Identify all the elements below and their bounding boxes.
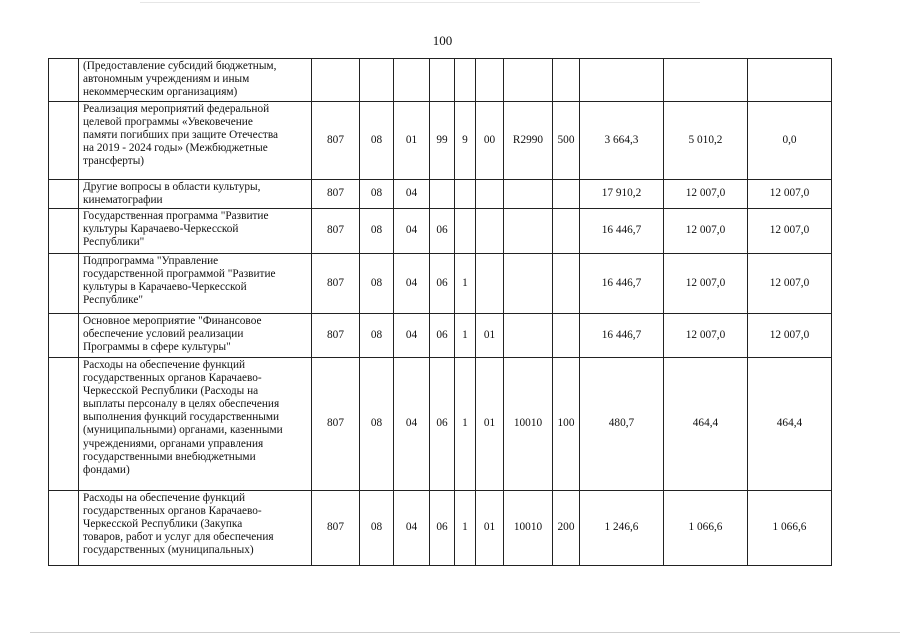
row-name-cell: Другие вопросы в области культуры, кинематографии: [79, 180, 312, 209]
table-row: [49, 102, 832, 180]
scan-artifact-bottom: [30, 632, 900, 633]
subprogram-code-cell: [455, 209, 476, 254]
row-blank-cell: [49, 209, 79, 254]
table-row: [49, 254, 832, 314]
subsection-code-cell: 04: [394, 209, 430, 254]
amount-year-1-cell: 3 664,3: [580, 102, 664, 180]
section-code-cell: 08: [360, 491, 394, 566]
subsection-code-cell: 04: [394, 254, 430, 314]
admin-code-cell: 807: [312, 314, 360, 358]
amount-year-2-cell: 464,4: [664, 358, 748, 491]
amount-year-1-cell: 16 446,7: [580, 254, 664, 314]
program-code-cell: 06: [430, 491, 455, 566]
amount-year-2-cell: 12 007,0: [664, 209, 748, 254]
amount-year-3-cell: 1 066,6: [748, 491, 832, 566]
amount-year-2-cell: 12 007,0: [664, 180, 748, 209]
table-row: [49, 314, 832, 358]
subprogram-code-cell: [455, 59, 476, 102]
direction-code-cell: [504, 180, 553, 209]
program-code-cell: [430, 59, 455, 102]
direction-code-cell: [504, 254, 553, 314]
amount-year-3-cell: 12 007,0: [748, 180, 832, 209]
admin-code-cell: 807: [312, 358, 360, 491]
row-blank-cell: [49, 102, 79, 180]
section-code-cell: 08: [360, 180, 394, 209]
amount-year-3-cell: 12 007,0: [748, 209, 832, 254]
subprogram-code-cell: 1: [455, 314, 476, 358]
admin-code-cell: 807: [312, 180, 360, 209]
amount-year-3-cell: 464,4: [748, 358, 832, 491]
amount-year-3-cell: 12 007,0: [748, 314, 832, 358]
table-row: [49, 358, 832, 491]
subsection-code-cell: [394, 59, 430, 102]
table-row: [49, 491, 832, 566]
expense-type-code-cell: 100: [553, 358, 580, 491]
event-code-cell: [476, 254, 504, 314]
admin-code-cell: 807: [312, 491, 360, 566]
row-blank-cell: [49, 358, 79, 491]
subprogram-code-cell: 1: [455, 358, 476, 491]
section-code-cell: 08: [360, 358, 394, 491]
row-blank-cell: [49, 314, 79, 358]
amount-year-1-cell: 480,7: [580, 358, 664, 491]
page-number: 100: [432, 33, 453, 48]
budget-table: [48, 58, 832, 566]
amount-year-2-cell: 12 007,0: [664, 314, 748, 358]
event-code-cell: 00: [476, 102, 504, 180]
expense-type-code-cell: [553, 59, 580, 102]
row-blank-cell: [49, 59, 79, 102]
program-code-cell: 06: [430, 314, 455, 358]
expense-type-code-cell: 200: [553, 491, 580, 566]
table-row: [49, 209, 832, 254]
subsection-code-cell: 04: [394, 314, 430, 358]
amount-year-2-cell: 1 066,6: [664, 491, 748, 566]
admin-code-cell: 807: [312, 254, 360, 314]
section-code-cell: 08: [360, 209, 394, 254]
program-code-cell: [430, 180, 455, 209]
direction-code-cell: [504, 59, 553, 102]
admin-code-cell: [312, 59, 360, 102]
row-name-cell: Основное мероприятие "Финансовое обеспечение условий реализации Программы в сфере культуры": [79, 314, 312, 358]
amount-year-3-cell: [748, 59, 832, 102]
subprogram-code-cell: 1: [455, 491, 476, 566]
amount-year-1-cell: 1 246,6: [580, 491, 664, 566]
row-name-cell: Подпрограмма "Управление государственной программой "Развитие культуры в Карачаево-Черкесской Республике": [79, 254, 312, 314]
subsection-code-cell: 04: [394, 180, 430, 209]
row-blank-cell: [49, 180, 79, 209]
direction-code-cell: [504, 209, 553, 254]
amount-year-1-cell: [580, 59, 664, 102]
table-body: [49, 59, 832, 566]
direction-code-cell: R2990: [504, 102, 553, 180]
subprogram-code-cell: [455, 180, 476, 209]
subsection-code-cell: 04: [394, 358, 430, 491]
subprogram-code-cell: 9: [455, 102, 476, 180]
direction-code-cell: 10010: [504, 491, 553, 566]
row-name-cell: Расходы на обеспечение функций государственных органов Карачаево- Черкесской Республики (Закупка товаров, работ и услуг для обеспечения государственных (муниципальных): [79, 491, 312, 566]
program-code-cell: 99: [430, 102, 455, 180]
amount-year-1-cell: 17 910,2: [580, 180, 664, 209]
amount-year-1-cell: 16 446,7: [580, 209, 664, 254]
amount-year-2-cell: [664, 59, 748, 102]
event-code-cell: 01: [476, 491, 504, 566]
event-code-cell: [476, 59, 504, 102]
row-name-cell: Государственная программа "Развитие культуры Карачаево-Черкесской Республики": [79, 209, 312, 254]
table-row: [49, 180, 832, 209]
section-code-cell: [360, 59, 394, 102]
row-name-cell: Расходы на обеспечение функций государственных органов Карачаево- Черкесской Республики (Расходы на выплаты персоналу в целях обеспечения выполнения функций государственными (муниципальными) органами, казенными учреждениями, органами управления государственными внебюджетными фондами): [79, 358, 312, 491]
event-code-cell: 01: [476, 358, 504, 491]
scan-artifact-top: [140, 2, 700, 3]
event-code-cell: [476, 180, 504, 209]
expense-type-code-cell: [553, 314, 580, 358]
amount-year-1-cell: 16 446,7: [580, 314, 664, 358]
table-row: [49, 59, 832, 102]
section-code-cell: 08: [360, 254, 394, 314]
event-code-cell: [476, 209, 504, 254]
program-code-cell: 06: [430, 254, 455, 314]
amount-year-2-cell: 12 007,0: [664, 254, 748, 314]
admin-code-cell: 807: [312, 209, 360, 254]
expense-type-code-cell: [553, 209, 580, 254]
expense-type-code-cell: [553, 180, 580, 209]
admin-code-cell: 807: [312, 102, 360, 180]
amount-year-2-cell: 5 010,2: [664, 102, 748, 180]
row-blank-cell: [49, 254, 79, 314]
program-code-cell: 06: [430, 358, 455, 491]
expense-type-code-cell: [553, 254, 580, 314]
subprogram-code-cell: 1: [455, 254, 476, 314]
direction-code-cell: [504, 314, 553, 358]
row-name-cell: Реализация мероприятий федеральной целевой программы «Увековечение памяти погибших при защите Отечества на 2019 - 2024 годы» (Межбюджетные трансферты): [79, 102, 312, 180]
amount-year-3-cell: 0,0: [748, 102, 832, 180]
amount-year-3-cell: 12 007,0: [748, 254, 832, 314]
direction-code-cell: 10010: [504, 358, 553, 491]
event-code-cell: 01: [476, 314, 504, 358]
row-name-cell: (Предоставление субсидий бюджетным, автономным учреждениям и иным некоммерческим организациям): [79, 59, 312, 102]
subsection-code-cell: 04: [394, 491, 430, 566]
row-blank-cell: [49, 491, 79, 566]
section-code-cell: 08: [360, 314, 394, 358]
subsection-code-cell: 01: [394, 102, 430, 180]
program-code-cell: 06: [430, 209, 455, 254]
section-code-cell: 08: [360, 102, 394, 180]
expense-type-code-cell: 500: [553, 102, 580, 180]
